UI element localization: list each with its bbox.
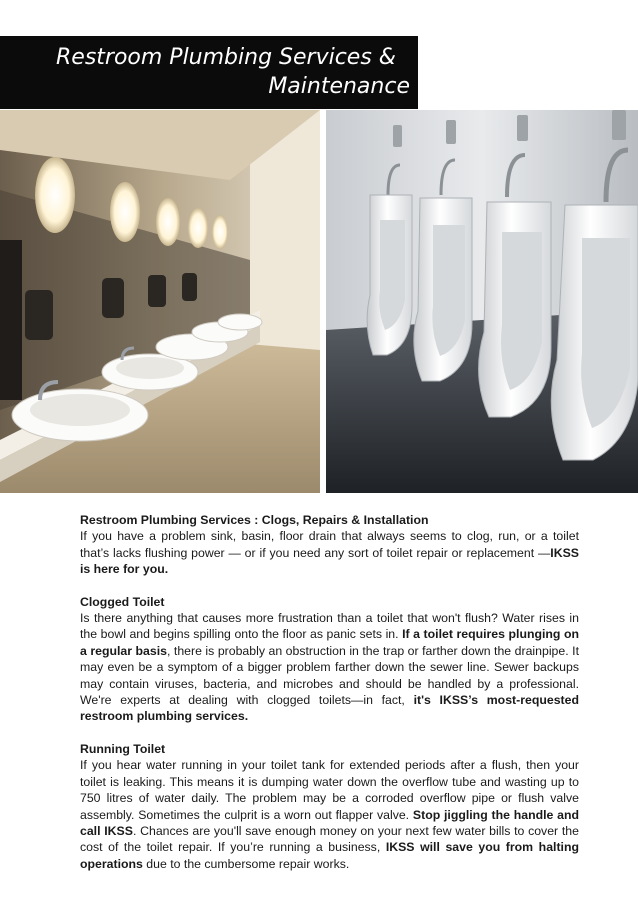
running-bold-1: Stop jiggling the handle and call IKSS (80, 807, 579, 838)
sinks-photo (0, 110, 320, 493)
running-paragraph (80, 757, 579, 872)
clogged-paragraph (80, 610, 579, 725)
clogged-bold-2: it's IKSS’s most-requested restroom plumbing services. (80, 693, 579, 724)
running-heading: Running Toilet (80, 741, 166, 756)
urinals-photo (326, 110, 638, 493)
intro-bold: IKSS is here for you. (80, 545, 579, 577)
intro-section (80, 512, 579, 578)
clogged-bold-1: If a toilet requires plunging on a regular basis (80, 627, 579, 658)
running-text-3: due to the cumbersome repair works. (142, 856, 350, 871)
clogged-text-1: Is there anything that causes more frustration than a toilet that won't flush? Water rises in the bowl and begins spilling onto the floor as panic sets in. (80, 611, 579, 642)
hero-photos (0, 110, 638, 493)
article-body (80, 512, 579, 888)
intro-text: If you have a problem sink, basin, floor drain that always seems to clog, run, or a toilet that’s lacks flushing power — or if you need any sort of toilet repair or replacement — (80, 529, 579, 560)
running-text-1: If you hear water running in your toilet tank for extended periods after a flush, then your toilet is leaking. This means it is dumping water down the overflow tube and wasting up to 750 litres of water daily. The problem may be a corroded overflow pipe or flush valve assembly. Sometimes the culprit is a worn out flapper valve. (80, 758, 579, 822)
clogged-heading: Clogged Toilet (80, 594, 165, 609)
intro-paragraph (80, 528, 579, 577)
running-section (80, 741, 579, 872)
clogged-section (80, 594, 579, 725)
page-title-line-1: Restroom Plumbing Services & (56, 45, 396, 70)
running-text-2: . Chances are you'll save enough money on your next few water bills to cover the cost of the toilet repair. If you’re running a business, (80, 823, 579, 855)
page-title (0, 36, 418, 109)
intro-heading: Restroom Plumbing Services : Clogs, Repairs & Installation (80, 513, 429, 527)
page-title-line-2: Maintenance (268, 74, 410, 99)
running-bold-2: IKSS will save you from halting operations (80, 840, 579, 871)
clogged-text-2: , there is probably an obstruction in the trap or farther down the drainpipe. It may even be a symptom of a bigger problem farther down the sewer line. Sewer backups may contain viruses, bacteria, and microbes and should be handled by a professional. We're experts at dealing with clogged toilets—in fact, (80, 643, 579, 708)
